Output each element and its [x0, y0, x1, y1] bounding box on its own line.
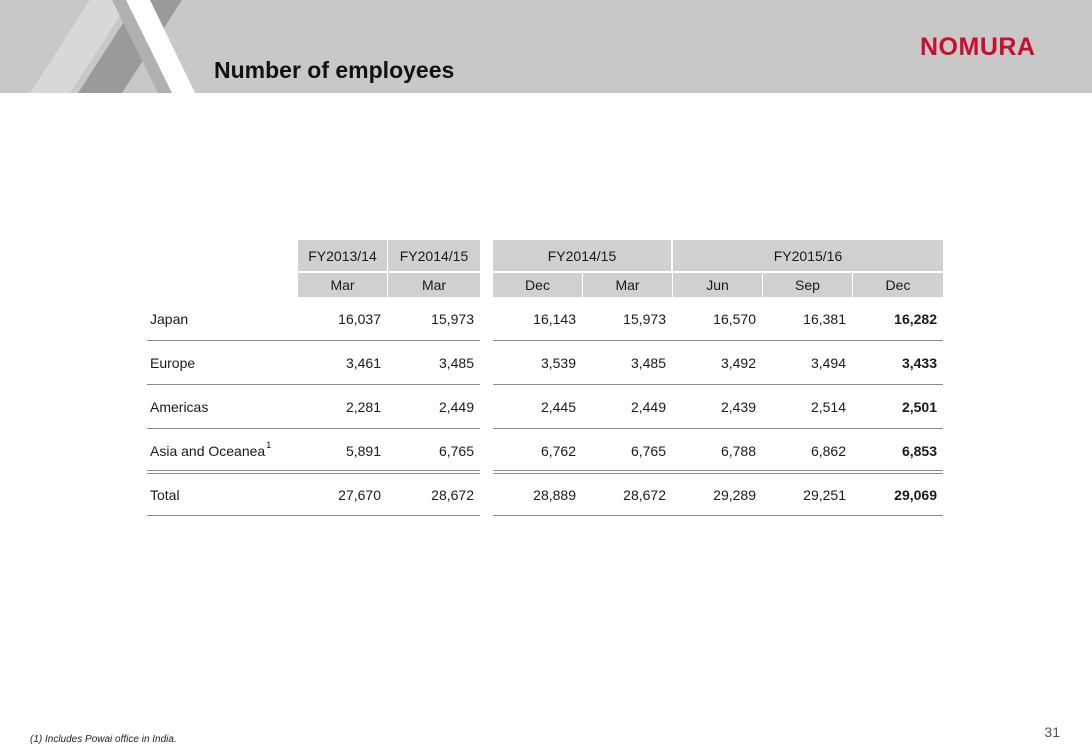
cell-japan-6: 16,381	[803, 311, 846, 327]
header-fy2014-15-quarterly: FY2014/15	[493, 240, 671, 271]
cell-europe-6: 3,494	[810, 355, 846, 371]
row-label-text: Americas	[150, 399, 209, 415]
cell-europe-7: 3,433	[901, 355, 937, 371]
nomura-logo: NOMURA	[920, 33, 1036, 61]
cell-europe-2: 3,485	[438, 355, 474, 371]
row-divider	[493, 384, 943, 385]
cell-americas-3: 2,445	[540, 399, 576, 415]
cell-americas-1: 2,281	[345, 399, 381, 415]
total-divider	[147, 470, 480, 471]
header-fy2014-15-annual: FY2014/15	[388, 240, 480, 271]
cell-europe-5: 3,492	[720, 355, 756, 371]
cell-americas-4: 2,449	[630, 399, 666, 415]
row-divider	[147, 515, 480, 516]
cell-europe-4: 3,485	[630, 355, 666, 371]
cell-total-2: 28,672	[431, 487, 474, 503]
cell-total-6: 29,251	[803, 487, 846, 503]
total-divider	[493, 473, 943, 474]
row-label-text: Asia and Oceanea	[150, 443, 266, 459]
cell-japan-3: 16,143	[533, 311, 576, 327]
cell-total-7: 29,069	[894, 487, 937, 503]
cell-americas-2: 2,449	[438, 399, 474, 415]
period-header-5: Jun	[673, 273, 762, 297]
cell-japan-2: 15,973	[431, 311, 474, 327]
cell-total-5: 29,289	[713, 487, 756, 503]
cell-total-1: 27,670	[338, 487, 381, 503]
row-divider	[147, 384, 480, 385]
cell-asia-5: 6,788	[720, 443, 756, 459]
cell-americas-6: 2,514	[810, 399, 846, 415]
row-label	[150, 392, 290, 422]
page-number: 31	[1044, 724, 1060, 740]
row-divider	[493, 515, 943, 516]
cell-asia-6: 6,862	[810, 443, 846, 459]
cell-asia-1: 5,891	[345, 443, 381, 459]
period-header-2: Mar	[388, 273, 480, 297]
cell-asia-2: 6,765	[438, 443, 474, 459]
row-divider	[493, 340, 943, 341]
cell-japan-4: 15,973	[623, 311, 666, 327]
row-divider	[147, 340, 480, 341]
cell-asia-4: 6,765	[630, 443, 666, 459]
cell-japan-5: 16,570	[713, 311, 756, 327]
period-header-6: Sep	[763, 273, 852, 297]
row-divider	[493, 428, 943, 429]
cell-japan-7: 16,282	[894, 311, 937, 327]
period-header-3: Dec	[493, 273, 582, 297]
page-title: Number of employees	[214, 57, 455, 83]
total-divider	[493, 470, 943, 471]
row-label-text: Total	[150, 487, 180, 503]
header-fy2013-14: FY2013/14	[298, 240, 387, 271]
row-divider	[147, 428, 480, 429]
cell-total-3: 28,889	[533, 487, 576, 503]
cell-asia-3: 6,762	[540, 443, 576, 459]
period-header-7: Dec	[853, 273, 943, 297]
row-label	[150, 348, 290, 378]
cell-americas-7: 2,501	[901, 399, 937, 415]
cell-japan-1: 16,037	[338, 311, 381, 327]
footnote: (1) Includes Powai office in India.	[30, 734, 177, 745]
footnote-marker: 1	[266, 439, 272, 450]
period-header-4: Mar	[583, 273, 672, 297]
period-header-1: Mar	[298, 273, 387, 297]
cell-total-4: 28,672	[623, 487, 666, 503]
row-label	[150, 436, 290, 466]
cell-americas-5: 2,439	[720, 399, 756, 415]
total-divider	[147, 473, 480, 474]
cell-europe-1: 3,461	[345, 355, 381, 371]
cell-europe-3: 3,539	[540, 355, 576, 371]
header-fy2015-16: FY2015/16	[673, 240, 943, 271]
cell-asia-7: 6,853	[901, 443, 937, 459]
row-label	[150, 480, 290, 510]
row-label-text: Japan	[150, 311, 189, 327]
row-label-text: Europe	[150, 355, 196, 371]
row-label	[150, 304, 290, 334]
